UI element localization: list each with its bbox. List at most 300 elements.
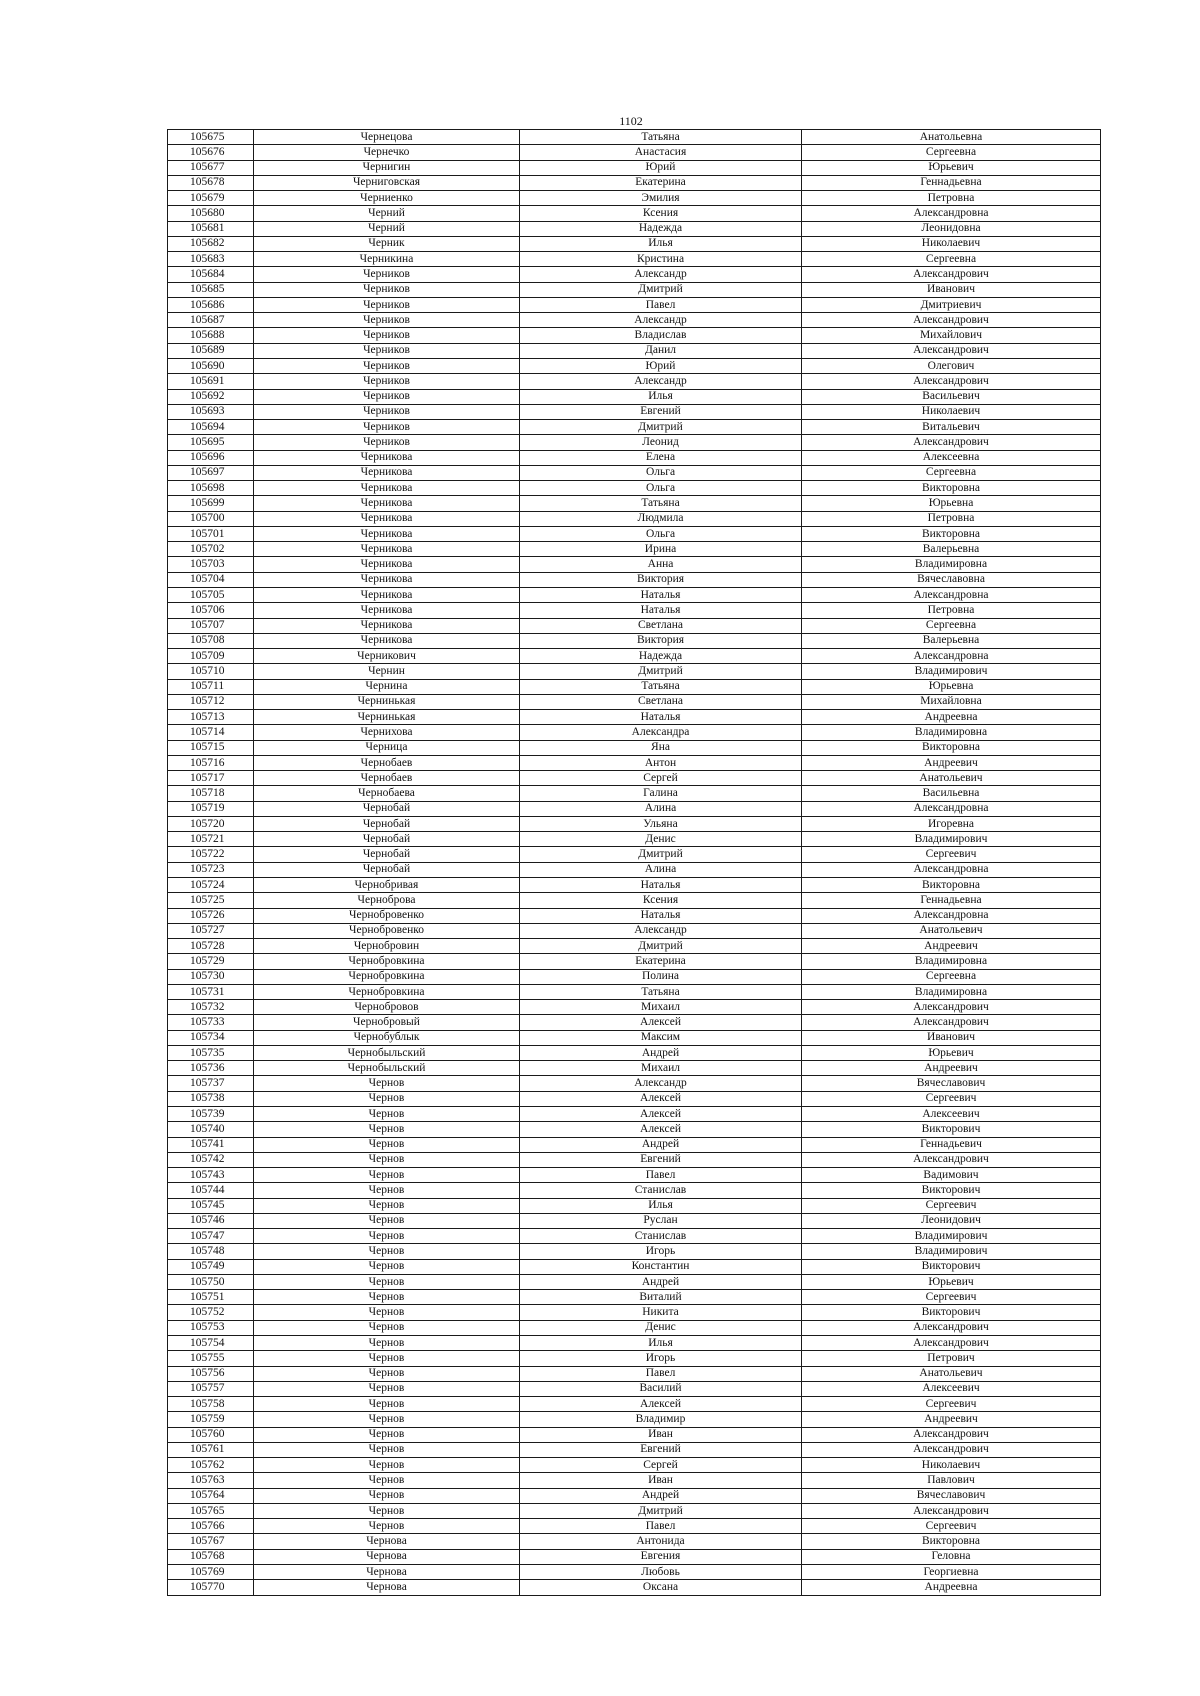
last-name-cell: Чернов — [254, 1198, 520, 1213]
record-id-cell: 105709 — [168, 649, 254, 664]
patronymic-cell: Леонидович — [802, 1213, 1101, 1228]
first-name-cell: Наталья — [520, 603, 802, 618]
first-name-cell: Иван — [520, 1473, 802, 1488]
last-name-cell: Чернов — [254, 1107, 520, 1122]
record-id-cell: 105687 — [168, 313, 254, 328]
last-name-cell: Черников — [254, 313, 520, 328]
record-id-cell: 105762 — [168, 1458, 254, 1473]
record-id-cell: 105682 — [168, 236, 254, 251]
first-name-cell: Эмилия — [520, 191, 802, 206]
last-name-cell: Черникова — [254, 526, 520, 541]
patronymic-cell: Андреевна — [802, 710, 1101, 725]
record-id-cell: 105718 — [168, 786, 254, 801]
table-row — [168, 1000, 1101, 1015]
table-row — [168, 526, 1101, 541]
table-row — [168, 496, 1101, 511]
table-row — [168, 801, 1101, 816]
table-row — [168, 664, 1101, 679]
first-name-cell: Елена — [520, 450, 802, 465]
first-name-cell: Игорь — [520, 1244, 802, 1259]
table-row — [168, 1488, 1101, 1503]
patronymic-cell: Вячеславович — [802, 1076, 1101, 1091]
first-name-cell: Любовь — [520, 1564, 802, 1579]
last-name-cell: Чернов — [254, 1152, 520, 1167]
patronymic-cell: Николаевич — [802, 1458, 1101, 1473]
last-name-cell: Черников — [254, 404, 520, 419]
first-name-cell: Дмитрий — [520, 420, 802, 435]
record-id-cell: 105745 — [168, 1198, 254, 1213]
table-row — [168, 389, 1101, 404]
last-name-cell: Чернов — [254, 1488, 520, 1503]
first-name-cell: Надежда — [520, 649, 802, 664]
table-row — [168, 358, 1101, 373]
first-name-cell: Константин — [520, 1259, 802, 1274]
record-id-cell: 105751 — [168, 1290, 254, 1305]
last-name-cell: Чернобаев — [254, 771, 520, 786]
table-row — [168, 908, 1101, 923]
record-id-cell: 105758 — [168, 1397, 254, 1412]
record-id-cell: 105690 — [168, 358, 254, 373]
last-name-cell: Черников — [254, 389, 520, 404]
last-name-cell: Черникович — [254, 649, 520, 664]
record-id-cell: 105701 — [168, 526, 254, 541]
table-row — [168, 282, 1101, 297]
first-name-cell: Виктория — [520, 572, 802, 587]
patronymic-cell: Вячеславовна — [802, 572, 1101, 587]
table-row — [168, 145, 1101, 160]
table-row — [168, 130, 1101, 145]
last-name-cell: Чернов — [254, 1381, 520, 1396]
table-row — [168, 1549, 1101, 1564]
last-name-cell: Чернобай — [254, 847, 520, 862]
record-id-cell: 105750 — [168, 1274, 254, 1289]
table-row — [168, 1015, 1101, 1030]
last-name-cell: Чернов — [254, 1335, 520, 1350]
first-name-cell: Ирина — [520, 542, 802, 557]
table-row — [168, 1107, 1101, 1122]
patronymic-cell: Сергеевич — [802, 1397, 1101, 1412]
first-name-cell: Дмитрий — [520, 939, 802, 954]
first-name-cell: Виталий — [520, 1290, 802, 1305]
record-id-cell: 105689 — [168, 343, 254, 358]
first-name-cell: Данил — [520, 343, 802, 358]
first-name-cell: Анна — [520, 557, 802, 572]
record-id-cell: 105746 — [168, 1213, 254, 1228]
table-row — [168, 1503, 1101, 1518]
first-name-cell: Ольга — [520, 481, 802, 496]
first-name-cell: Алексей — [520, 1107, 802, 1122]
record-id-cell: 105679 — [168, 191, 254, 206]
record-id-cell: 105710 — [168, 664, 254, 679]
first-name-cell: Наталья — [520, 710, 802, 725]
table-row — [168, 1091, 1101, 1106]
table-row — [168, 420, 1101, 435]
table-row — [168, 1351, 1101, 1366]
last-name-cell: Чернов — [254, 1244, 520, 1259]
table-row — [168, 1213, 1101, 1228]
last-name-cell: Черников — [254, 358, 520, 373]
table-row — [168, 1244, 1101, 1259]
record-id-cell: 105742 — [168, 1152, 254, 1167]
table-row — [168, 1152, 1101, 1167]
record-id-cell: 105700 — [168, 511, 254, 526]
first-name-cell: Андрей — [520, 1274, 802, 1289]
first-name-cell: Леонид — [520, 435, 802, 450]
first-name-cell: Александр — [520, 923, 802, 938]
first-name-cell: Максим — [520, 1030, 802, 1045]
patronymic-cell: Георгиевна — [802, 1564, 1101, 1579]
record-id-cell: 105714 — [168, 725, 254, 740]
last-name-cell: Черников — [254, 435, 520, 450]
first-name-cell: Илья — [520, 236, 802, 251]
record-id-cell: 105727 — [168, 923, 254, 938]
table-row — [168, 618, 1101, 633]
record-id-cell: 105767 — [168, 1534, 254, 1549]
record-id-cell: 105737 — [168, 1076, 254, 1091]
last-name-cell: Чернобривая — [254, 878, 520, 893]
record-id-cell: 105703 — [168, 557, 254, 572]
first-name-cell: Ульяна — [520, 816, 802, 831]
first-name-cell: Александра — [520, 725, 802, 740]
patronymic-cell: Викторович — [802, 1259, 1101, 1274]
registry-table — [167, 129, 1101, 1596]
record-id-cell: 105736 — [168, 1061, 254, 1076]
first-name-cell: Сергей — [520, 771, 802, 786]
table-row — [168, 1335, 1101, 1350]
last-name-cell: Чернов — [254, 1076, 520, 1091]
first-name-cell: Андрей — [520, 1488, 802, 1503]
first-name-cell: Денис — [520, 1320, 802, 1335]
last-name-cell: Чернов — [254, 1503, 520, 1518]
record-id-cell: 105734 — [168, 1030, 254, 1045]
patronymic-cell: Викторович — [802, 1122, 1101, 1137]
patronymic-cell: Александрович — [802, 1152, 1101, 1167]
patronymic-cell: Александрович — [802, 343, 1101, 358]
table-row — [168, 1274, 1101, 1289]
first-name-cell: Антонида — [520, 1534, 802, 1549]
last-name-cell: Чернов — [254, 1427, 520, 1442]
last-name-cell: Чернова — [254, 1580, 520, 1595]
last-name-cell: Черникова — [254, 481, 520, 496]
last-name-cell: Черникова — [254, 633, 520, 648]
patronymic-cell: Сергеевич — [802, 1290, 1101, 1305]
table-row — [168, 374, 1101, 389]
first-name-cell: Екатерина — [520, 175, 802, 190]
last-name-cell: Чернов — [254, 1397, 520, 1412]
patronymic-cell: Сергеевна — [802, 252, 1101, 267]
record-id-cell: 105731 — [168, 984, 254, 999]
record-id-cell: 105755 — [168, 1351, 254, 1366]
first-name-cell: Алина — [520, 801, 802, 816]
last-name-cell: Чернов — [254, 1412, 520, 1427]
last-name-cell: Чернин — [254, 664, 520, 679]
record-id-cell: 105692 — [168, 389, 254, 404]
table-row — [168, 1381, 1101, 1396]
first-name-cell: Илья — [520, 1335, 802, 1350]
last-name-cell: Чернобыльский — [254, 1061, 520, 1076]
patronymic-cell: Владимирович — [802, 1244, 1101, 1259]
table-row — [168, 1412, 1101, 1427]
table-row — [168, 221, 1101, 236]
last-name-cell: Чернечко — [254, 145, 520, 160]
record-id-cell: 105712 — [168, 694, 254, 709]
record-id-cell: 105763 — [168, 1473, 254, 1488]
table-row — [168, 832, 1101, 847]
patronymic-cell: Анатольевич — [802, 771, 1101, 786]
patronymic-cell: Сергеевна — [802, 145, 1101, 160]
first-name-cell: Владимир — [520, 1412, 802, 1427]
record-id-cell: 105698 — [168, 481, 254, 496]
patronymic-cell: Александрович — [802, 374, 1101, 389]
last-name-cell: Чернобай — [254, 862, 520, 877]
last-name-cell: Чернова — [254, 1564, 520, 1579]
first-name-cell: Надежда — [520, 221, 802, 236]
table-row — [168, 1183, 1101, 1198]
patronymic-cell: Юрьевич — [802, 1274, 1101, 1289]
patronymic-cell: Владимирович — [802, 1229, 1101, 1244]
last-name-cell: Чернов — [254, 1137, 520, 1152]
table-row — [168, 1198, 1101, 1213]
record-id-cell: 105685 — [168, 282, 254, 297]
record-id-cell: 105765 — [168, 1503, 254, 1518]
patronymic-cell: Иванович — [802, 1030, 1101, 1045]
record-id-cell: 105764 — [168, 1488, 254, 1503]
record-id-cell: 105726 — [168, 908, 254, 923]
last-name-cell: Черников — [254, 282, 520, 297]
last-name-cell: Чернихова — [254, 725, 520, 740]
last-name-cell: Чернобай — [254, 816, 520, 831]
patronymic-cell: Сергеевна — [802, 618, 1101, 633]
patronymic-cell: Николаевич — [802, 236, 1101, 251]
patronymic-cell: Викторовна — [802, 878, 1101, 893]
table-row — [168, 1320, 1101, 1335]
last-name-cell: Черникова — [254, 511, 520, 526]
patronymic-cell: Васильевич — [802, 389, 1101, 404]
patronymic-cell: Сергеевна — [802, 465, 1101, 480]
last-name-cell: Чернов — [254, 1442, 520, 1457]
record-id-cell: 105766 — [168, 1519, 254, 1534]
record-id-cell: 105743 — [168, 1168, 254, 1183]
first-name-cell: Игорь — [520, 1351, 802, 1366]
last-name-cell: Чернов — [254, 1458, 520, 1473]
first-name-cell: Павел — [520, 1168, 802, 1183]
table-row — [168, 465, 1101, 480]
last-name-cell: Чернобай — [254, 832, 520, 847]
record-id-cell: 105768 — [168, 1549, 254, 1564]
table-row — [168, 1137, 1101, 1152]
table-row — [168, 435, 1101, 450]
patronymic-cell: Александровна — [802, 908, 1101, 923]
first-name-cell: Оксана — [520, 1580, 802, 1595]
first-name-cell: Александр — [520, 313, 802, 328]
patronymic-cell: Александрович — [802, 313, 1101, 328]
patronymic-cell: Александровна — [802, 862, 1101, 877]
record-id-cell: 105683 — [168, 252, 254, 267]
table-row — [168, 1229, 1101, 1244]
record-id-cell: 105715 — [168, 740, 254, 755]
table-row — [168, 1427, 1101, 1442]
first-name-cell: Павел — [520, 1519, 802, 1534]
table-row — [168, 1473, 1101, 1488]
table-row — [168, 969, 1101, 984]
table-row — [168, 1397, 1101, 1412]
first-name-cell: Ксения — [520, 206, 802, 221]
first-name-cell: Александр — [520, 1076, 802, 1091]
first-name-cell: Дмитрий — [520, 1503, 802, 1518]
patronymic-cell: Владимировна — [802, 954, 1101, 969]
record-id-cell: 105677 — [168, 160, 254, 175]
patronymic-cell: Юрьевич — [802, 160, 1101, 175]
table-row — [168, 1458, 1101, 1473]
patronymic-cell: Сергеевич — [802, 1519, 1101, 1534]
table-row — [168, 191, 1101, 206]
last-name-cell: Чернова — [254, 1534, 520, 1549]
record-id-cell: 105696 — [168, 450, 254, 465]
last-name-cell: Чернобай — [254, 801, 520, 816]
first-name-cell: Евгения — [520, 1549, 802, 1564]
first-name-cell: Денис — [520, 832, 802, 847]
table-row — [168, 587, 1101, 602]
last-name-cell: Чернина — [254, 679, 520, 694]
last-name-cell: Чернобровин — [254, 939, 520, 954]
patronymic-cell: Александрович — [802, 1015, 1101, 1030]
patronymic-cell: Владимировна — [802, 984, 1101, 999]
first-name-cell: Татьяна — [520, 130, 802, 145]
patronymic-cell: Владимировна — [802, 725, 1101, 740]
first-name-cell: Никита — [520, 1305, 802, 1320]
record-id-cell: 105713 — [168, 710, 254, 725]
patronymic-cell: Алексеевич — [802, 1107, 1101, 1122]
table-row — [168, 1045, 1101, 1060]
table-row — [168, 923, 1101, 938]
patronymic-cell: Александрович — [802, 1503, 1101, 1518]
patronymic-cell: Олегович — [802, 358, 1101, 373]
record-id-cell: 105747 — [168, 1229, 254, 1244]
table-row — [168, 679, 1101, 694]
patronymic-cell: Анатольевич — [802, 1366, 1101, 1381]
patronymic-cell: Викторовна — [802, 526, 1101, 541]
patronymic-cell: Игоревна — [802, 816, 1101, 831]
first-name-cell: Кристина — [520, 252, 802, 267]
first-name-cell: Илья — [520, 1198, 802, 1213]
table-row — [168, 175, 1101, 190]
first-name-cell: Алина — [520, 862, 802, 877]
patronymic-cell: Андреевич — [802, 755, 1101, 770]
first-name-cell: Наталья — [520, 587, 802, 602]
table-row — [168, 649, 1101, 664]
record-id-cell: 105735 — [168, 1045, 254, 1060]
patronymic-cell: Петрович — [802, 1351, 1101, 1366]
last-name-cell: Чернов — [254, 1122, 520, 1137]
patronymic-cell: Андреевна — [802, 1580, 1101, 1595]
first-name-cell: Станислав — [520, 1229, 802, 1244]
table-row — [168, 1534, 1101, 1549]
patronymic-cell: Витальевич — [802, 420, 1101, 435]
first-name-cell: Алексей — [520, 1122, 802, 1137]
first-name-cell: Евгений — [520, 1152, 802, 1167]
first-name-cell: Наталья — [520, 908, 802, 923]
table-row — [168, 1061, 1101, 1076]
record-id-cell: 105739 — [168, 1107, 254, 1122]
record-id-cell: 105681 — [168, 221, 254, 236]
table-row — [168, 511, 1101, 526]
patronymic-cell: Юрьевна — [802, 496, 1101, 511]
table-row — [168, 1168, 1101, 1183]
patronymic-cell: Владимировна — [802, 557, 1101, 572]
patronymic-cell: Викторович — [802, 1183, 1101, 1198]
last-name-cell: Черникова — [254, 542, 520, 557]
record-id-cell: 105691 — [168, 374, 254, 389]
last-name-cell: Чернов — [254, 1305, 520, 1320]
last-name-cell: Черникова — [254, 618, 520, 633]
first-name-cell: Дмитрий — [520, 664, 802, 679]
first-name-cell: Наталья — [520, 878, 802, 893]
table-row — [168, 313, 1101, 328]
record-id-cell: 105680 — [168, 206, 254, 221]
table-row — [168, 160, 1101, 175]
last-name-cell: Чернов — [254, 1366, 520, 1381]
table-row — [168, 252, 1101, 267]
table-row — [168, 450, 1101, 465]
record-id-cell: 105729 — [168, 954, 254, 969]
table-row — [168, 816, 1101, 831]
record-id-cell: 105694 — [168, 420, 254, 435]
record-id-cell: 105684 — [168, 267, 254, 282]
table-row — [168, 755, 1101, 770]
patronymic-cell: Сергеевич — [802, 847, 1101, 862]
table-row — [168, 1030, 1101, 1045]
patronymic-cell: Юрьевич — [802, 1045, 1101, 1060]
patronymic-cell: Сергеевич — [802, 1198, 1101, 1213]
first-name-cell: Татьяна — [520, 984, 802, 999]
last-name-cell: Чернобровкина — [254, 954, 520, 969]
record-id-cell: 105711 — [168, 679, 254, 694]
record-id-cell: 105740 — [168, 1122, 254, 1137]
table-row — [168, 878, 1101, 893]
table-row — [168, 236, 1101, 251]
last-name-cell: Чернецова — [254, 130, 520, 145]
patronymic-cell: Викторовна — [802, 740, 1101, 755]
table-row — [168, 481, 1101, 496]
first-name-cell: Антон — [520, 755, 802, 770]
patronymic-cell: Викторовна — [802, 1534, 1101, 1549]
last-name-cell: Чернобровов — [254, 1000, 520, 1015]
last-name-cell: Чернов — [254, 1274, 520, 1289]
record-id-cell: 105724 — [168, 878, 254, 893]
first-name-cell: Галина — [520, 786, 802, 801]
table-row — [168, 862, 1101, 877]
first-name-cell: Алексей — [520, 1091, 802, 1106]
record-id-cell: 105716 — [168, 755, 254, 770]
first-name-cell: Евгений — [520, 1442, 802, 1457]
patronymic-cell: Павлович — [802, 1473, 1101, 1488]
record-id-cell: 105738 — [168, 1091, 254, 1106]
table-row — [168, 633, 1101, 648]
patronymic-cell: Анатольевич — [802, 923, 1101, 938]
patronymic-cell: Михайловна — [802, 694, 1101, 709]
table-row — [168, 694, 1101, 709]
patronymic-cell: Валерьевна — [802, 542, 1101, 557]
record-id-cell: 105753 — [168, 1320, 254, 1335]
record-id-cell: 105707 — [168, 618, 254, 633]
patronymic-cell: Геннадьевна — [802, 893, 1101, 908]
last-name-cell: Чернобровенко — [254, 923, 520, 938]
record-id-cell: 105760 — [168, 1427, 254, 1442]
first-name-cell: Павел — [520, 297, 802, 312]
table-row — [168, 1290, 1101, 1305]
table-row — [168, 1580, 1101, 1595]
patronymic-cell: Алексеевич — [802, 1381, 1101, 1396]
